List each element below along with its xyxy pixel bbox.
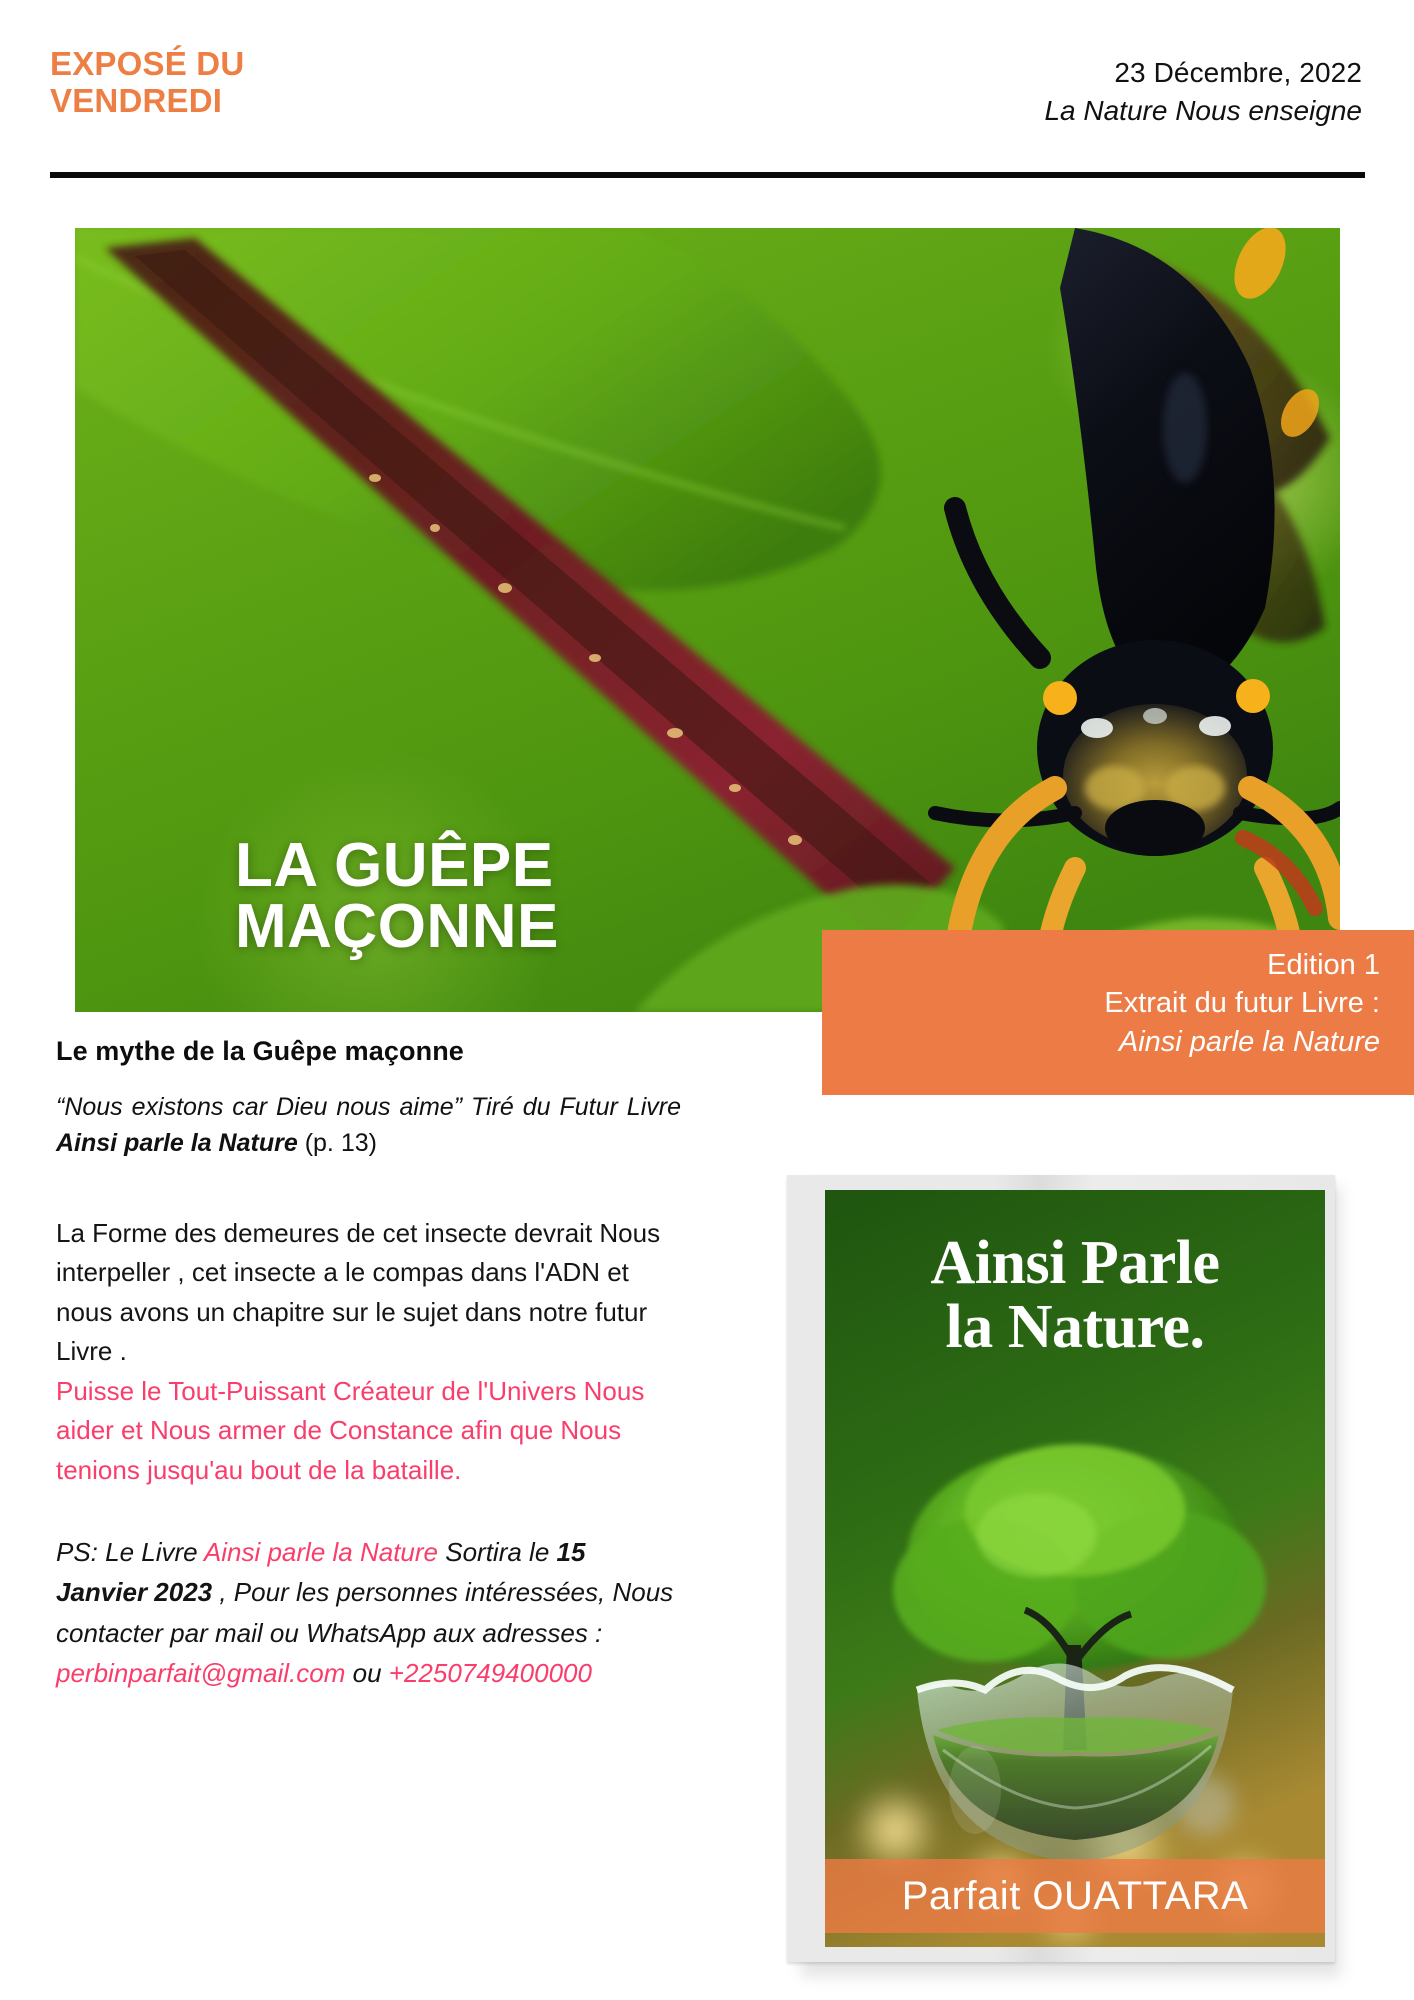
hero-photo	[75, 228, 1340, 1012]
ps-prefix: PS: Le Livre	[56, 1537, 204, 1568]
hero-title-line-1: LA GUÊPE	[235, 831, 554, 900]
article-postscript	[56, 1532, 681, 1693]
book-cover	[825, 1190, 1325, 1947]
article-quote	[56, 1089, 681, 1162]
article-paragraph-2: Puisse le Tout-Puissant Créateur de l'Univers Nous aider et Nous armer de Constance afin que Nous tenions jusqu'au bout de la bataille.	[56, 1375, 645, 1485]
ps-book-title: Ainsi parle la Nature	[203, 1537, 439, 1568]
masthead-line-1: EXPOSÉ DU	[50, 45, 245, 82]
quote-book-title: Ainsi parle la Nature	[56, 1129, 298, 1158]
quote-page-ref: (p. 13)	[297, 1129, 377, 1158]
ps-contact-text: , Pour les personnes intéressées, Nous contacter par mail ou WhatsApp aux adresses :	[56, 1577, 674, 1648]
book-title-line-1: Ainsi Parle	[930, 1229, 1220, 1297]
ps-conjunction: ou	[345, 1658, 389, 1688]
book-author-name: Parfait OUATTARA	[901, 1873, 1249, 1918]
quote-text: “Nous existons car Dieu nous aime” Tiré du Futur Livre	[56, 1093, 681, 1121]
masthead	[50, 46, 244, 120]
edition-callout	[822, 930, 1414, 1095]
article-column	[56, 1036, 681, 1693]
article-paragraph-1: La Forme des demeures de cet insecte devrait Nous interpeller , cet insecte a le compas dans l'ADN et nous avons un chapitre sur le sujet dans notre futur Livre .	[56, 1217, 661, 1367]
hero-title-line-2: MAÇONNE	[235, 891, 559, 961]
edition-subtitle: Extrait du futur Livre :	[1104, 987, 1380, 1020]
hero-title	[235, 831, 559, 961]
book-author-band	[825, 1859, 1325, 1933]
ps-release-lead: Sortira le	[438, 1537, 557, 1568]
header-meta	[1044, 54, 1362, 130]
edition-number: Edition 1	[1267, 949, 1380, 981]
ps-email-link[interactable]: perbinparfait@gmail.com	[56, 1658, 346, 1688]
book-title	[825, 1229, 1325, 1361]
book-mockup	[787, 1175, 1347, 1985]
issue-tagline: La Nature Nous enseigne	[1044, 94, 1362, 126]
article-title: Le mythe de la Guêpe maçonne	[56, 1036, 464, 1066]
ps-phone-link[interactable]: +2250749400000	[388, 1658, 592, 1688]
header-divider	[50, 172, 1365, 178]
book-title-line-2: la Nature.	[945, 1292, 1205, 1361]
edition-book-title: Ainsi parle la Nature	[1118, 1025, 1380, 1058]
ps-release-date: 15 Janvier 2023	[56, 1537, 586, 1608]
issue-date: 23 Décembre, 2022	[1114, 57, 1362, 88]
masthead-line-2: VENDREDI	[50, 81, 223, 119]
